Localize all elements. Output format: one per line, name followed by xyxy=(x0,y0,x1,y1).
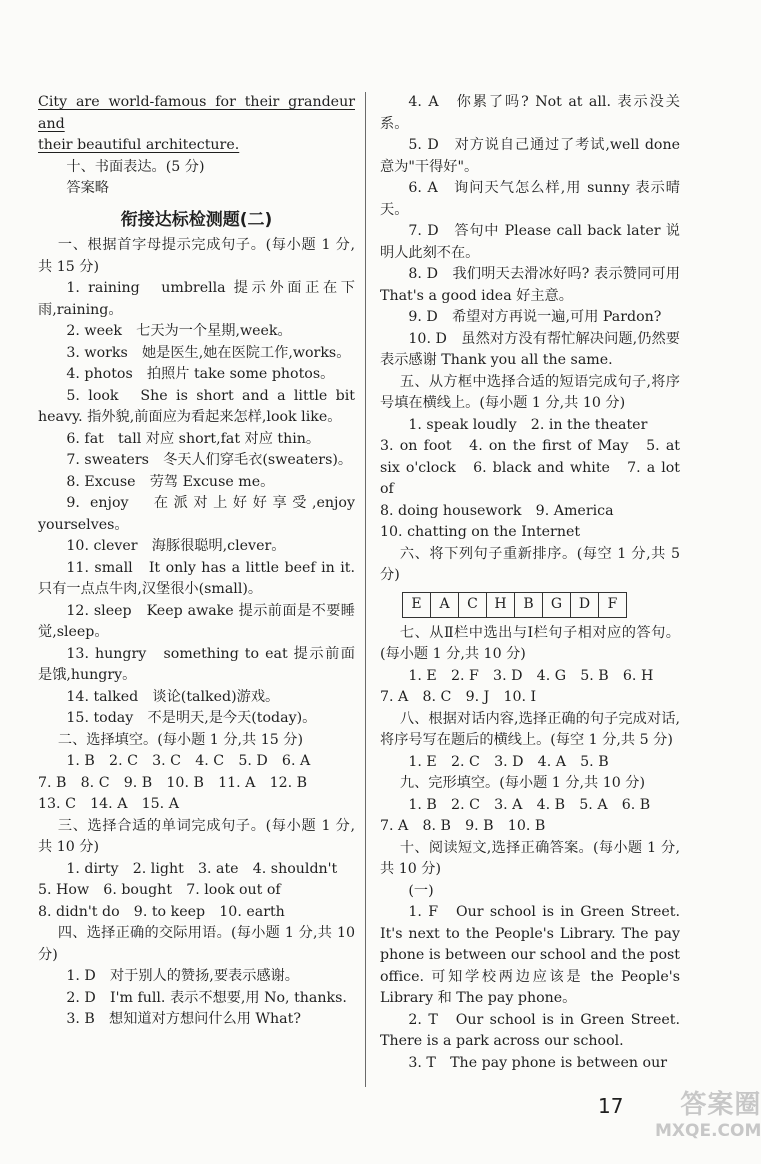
answer-item: 6. A 询问天气怎么样,用 sunny 表示晴天。 xyxy=(380,180,680,218)
answer-item: 1. B 2. C 3. A 4. B 5. A 6. B xyxy=(408,796,651,813)
answer-item: 8. D 我们明天去滑冰好吗? 表示赞同可用 That's a good idea 好主意。 xyxy=(380,266,680,304)
order-cell: E xyxy=(403,592,431,617)
answer-item: 1. E 2. F 3. D 4. G 5. B 6. H xyxy=(408,667,654,684)
section-heading: 四、选择正确的交际用语。(每小题 1 分,共 10 分) xyxy=(38,925,355,963)
section-heading: 二、选择填空。(每小题 1 分,共 15 分) xyxy=(57,731,304,748)
answer-item: 7. sweaters 冬天人们穿毛衣(sweaters)。 xyxy=(66,452,353,468)
order-cell: C xyxy=(459,592,487,617)
answer-item: 3. B 想知道对方想问什么用 What? xyxy=(66,1011,301,1027)
page-title: 衔接达标检测题(二) xyxy=(120,209,273,230)
answer-item: 15. today 不是明天,是今天(today)。 xyxy=(66,710,317,726)
order-cell: H xyxy=(487,592,515,617)
order-cell: D xyxy=(571,592,599,617)
order-cell: A xyxy=(431,592,459,617)
answer-item: 10. clever 海豚很聪明,clever。 xyxy=(66,538,286,554)
answer-item: 4. photos 拍照片 take some photos。 xyxy=(66,366,335,382)
answer-item: 3. T The pay phone is between our xyxy=(408,1054,668,1071)
text-line: City are world-famous for their grandeur and xyxy=(38,94,355,132)
answer-item: 3. on foot 4. on the first of May 5. at six o'clock 6. black and white 7. a lot of xyxy=(380,438,680,497)
left-column xyxy=(38,92,355,1031)
answer-item: 10. D 虽然对方没有帮忙解决问题,仍然要表示感谢 Thank you all the same. xyxy=(380,330,680,368)
answer-item: 1. D 对于别人的赞扬,要表示感谢。 xyxy=(66,968,299,984)
answer-item: 1. B 2. C 3. C 4. C 5. D 6. A xyxy=(66,753,311,769)
answer-item: 7. A 8. B 9. B 10. B xyxy=(380,818,546,834)
answer-item: 11. small It only has a little beef in it. 只有一点点牛肉,汉堡很小(small)。 xyxy=(38,559,355,597)
answer-item: 13. hungry something to eat 提示前面是饿,hungry。 xyxy=(38,645,355,683)
order-cell: B xyxy=(515,592,543,617)
answer-item: 2. week 七天为一个星期,week。 xyxy=(66,323,292,339)
section-heading: 七、从Ⅱ栏中选出与Ⅰ栏句子相对应的答句。(每小题 1 分,共 10 分) xyxy=(380,624,680,662)
section-heading: 五、从方框中选择合适的短语完成句子,将序号填在横线上。(每小题 1 分,共 10 分) xyxy=(380,373,680,411)
answer-item: 14. talked 谈论(talked)游戏。 xyxy=(66,688,280,705)
order-cell: F xyxy=(599,592,627,617)
answer-item: 1. E 2. C 3. D 4. A 5. B xyxy=(408,753,609,770)
section-heading: 十、阅读短文,选择正确答案。(每小题 1 分,共 10 分) xyxy=(380,839,680,877)
answer-item: 1. F Our school is in Green Street. It's next to the People's Library. The pay phone is between our school and the post office. 可知学校两边应该是 the People's Library 和 The pay phone。 xyxy=(380,904,680,1006)
text-line: their beautiful architecture. xyxy=(38,137,240,153)
answer-item: 1. dirty 2. light 3. ate 4. shouldn't xyxy=(66,860,338,877)
section-heading: 八、根据对话内容,选择正确的句子完成对话,将序号写在题后的横线上。(每空 1 分,共 5 分) xyxy=(380,710,680,748)
section-heading: 六、将下列句子重新排序。(每空 1 分,共 5 分) xyxy=(380,545,680,583)
answer-item: 8. didn't do 9. to keep 10. earth xyxy=(38,903,285,920)
answer-item: 7. B 8. C 9. B 10. B 11. A 12. B xyxy=(38,774,308,791)
section-heading: 一、根据首字母提示完成句子。(每小题 1 分,共 15 分) xyxy=(38,237,355,275)
watermark-text: 答案圈 xyxy=(680,1090,761,1120)
answer-item: 5. D 对方说自己通过了考试,well done 意为"干得好"。 xyxy=(380,137,680,175)
right-column xyxy=(380,92,680,1074)
answer-item: 10. chatting on the Internet xyxy=(380,524,581,540)
answer-item: 1. speak loudly 2. in the theater xyxy=(408,416,648,433)
section-heading: 三、选择合适的单词完成句子。(每小题 1 分,共 10 分) xyxy=(38,817,355,855)
answer-item: 7. D 答句中 Please call back later 说明人此刻不在。 xyxy=(380,223,680,261)
answer-item: 13. C 14. A 15. A xyxy=(38,796,179,812)
answer-item: 7. A 8. C 9. J 10. I xyxy=(380,689,537,705)
answer-item: 2. D I'm full. 表示不想要,用 No, thanks. xyxy=(66,989,347,1006)
answer-item: 9. enjoy 在派对上好好享受,enjoy yourselves。 xyxy=(38,495,355,533)
section-heading: 九、完形填空。(每小题 1 分,共 10 分) xyxy=(399,775,646,791)
answer-item: 9. D 希望对方再说一遍,可用 Pardon? xyxy=(408,309,662,325)
column-divider xyxy=(365,92,366,1087)
answer-item: 3. works 她是医生,她在医院工作,works。 xyxy=(66,344,351,361)
subsection-label: (一) xyxy=(408,882,434,899)
answer-item: 5. How 6. bought 7. look out of xyxy=(38,882,281,898)
order-answer-box xyxy=(402,592,627,618)
answer-item: 2. T Our school is in Green Street. There is a park across our school. xyxy=(380,1011,680,1049)
answer-item: 8. Excuse 劳驾 Excuse me。 xyxy=(66,473,275,490)
page-number: 17 xyxy=(598,1094,624,1118)
answer-item: 5. look She is short and a little bit heavy. 指外貌,前面应为看起来怎样,look like。 xyxy=(38,387,355,425)
answer-item: 1. raining umbrella 提示外面正在下雨,raining。 xyxy=(38,280,355,318)
text-line: 答案略 xyxy=(66,180,109,196)
watermark-url: MXQE.COM xyxy=(655,1121,761,1141)
answer-item: 6. fat tall 对应 short,fat 对应 thin。 xyxy=(66,430,321,447)
order-cell: G xyxy=(543,592,571,617)
watermark-logo xyxy=(655,1084,761,1141)
section-heading: 十、书面表达。(5 分) xyxy=(66,158,205,175)
answer-item: 12. sleep Keep awake 提示前面是不要睡觉,sleep。 xyxy=(38,602,355,640)
answer-item: 4. A 你累了吗? Not at all. 表示没关系。 xyxy=(380,94,680,132)
answer-item: 8. doing housework 9. America xyxy=(380,502,614,519)
